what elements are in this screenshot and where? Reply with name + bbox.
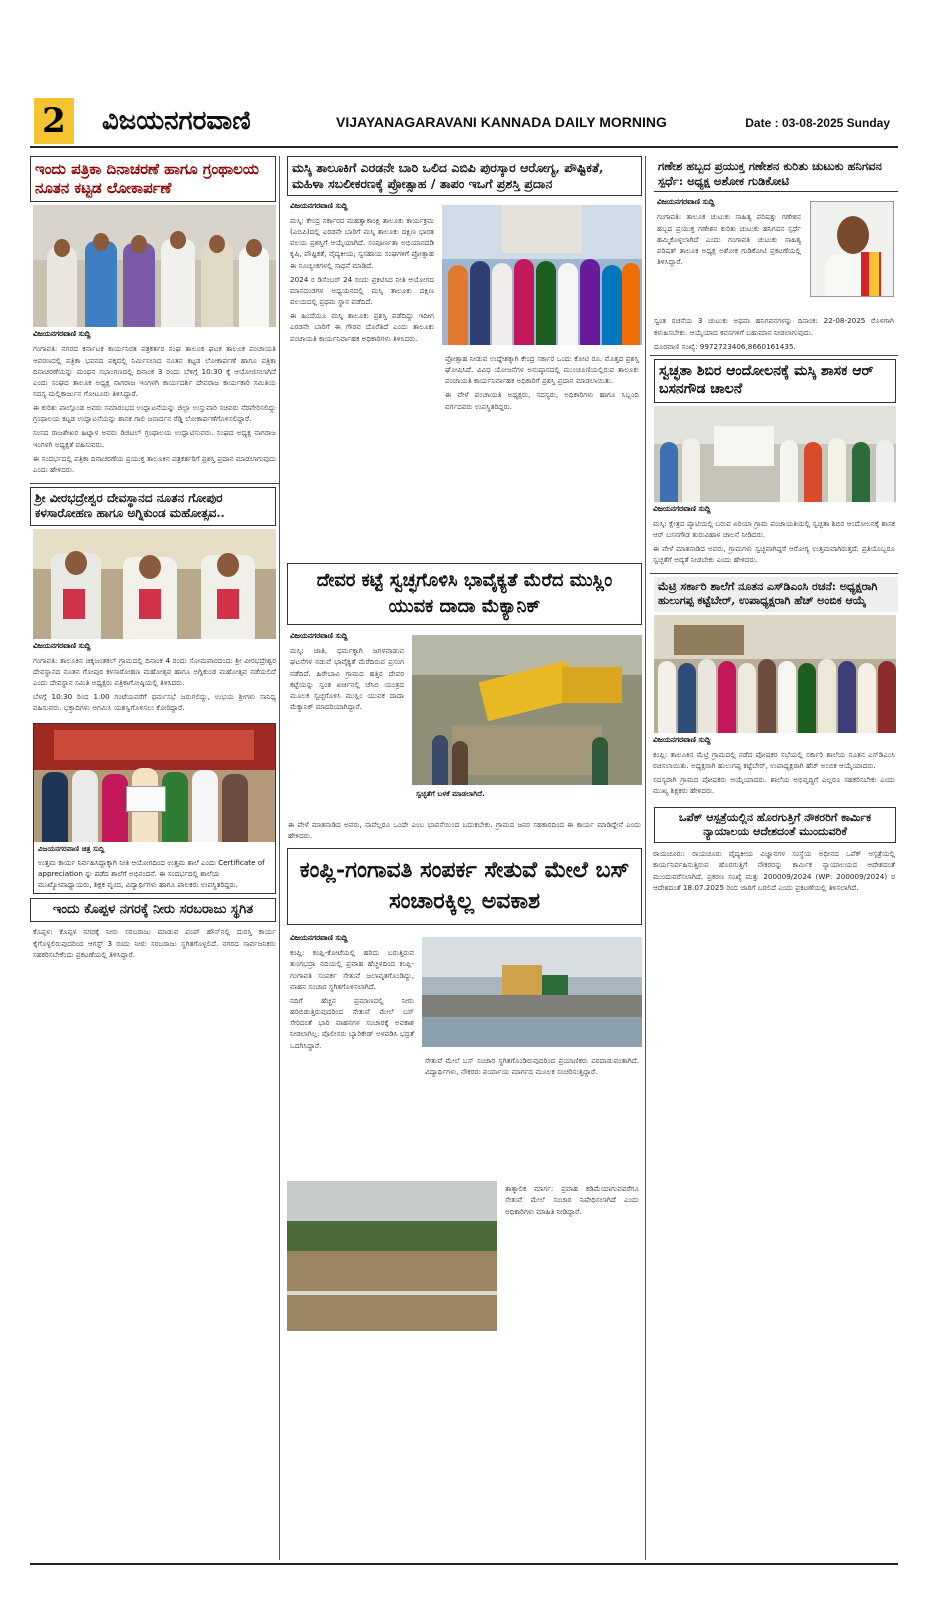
source-credit: ವಿಜಯನಗರವಾಣಿ ಸುದ್ದಿ [290, 201, 348, 210]
headline-cleanliness-drive: ಸ್ವಚ್ಛತಾ ಶಿಬಿರ ಆಂದೋಲನಕ್ಕೆ ಮಸ್ಕಿ ಶಾಸಕ ಆರ್ ಬಸನಗೌಡ ಚಾಲನೆ [654, 359, 896, 403]
issue-date: Date : 03-08-2025 Sunday [745, 116, 890, 130]
column-left [30, 156, 280, 1560]
photo-caption-source: ವಿಜಯನಗರವಾಣಿ ಚಿತ್ರ ಸುದ್ದಿ [38, 843, 105, 853]
photo-abp-award [442, 205, 642, 345]
article-body-kampli-2: ಸೇತುವೆ ಮೇಲೆ ಬಸ್ ಸಂಚಾರ ಸ್ಥಗಿತಗೊಂಡಿರುವುದರಿಂದ ಪ್ರಯಾಣಿಕರು ಪರದಾಡುವಂತಾಗಿದೆ. ವಿದ್ಯಾರ್ಥಿಗಳು, ನೌಕರರು ಪರ್ಯಾಯ ಮಾರ್ಗದ ಮೂಲಕ ಸಂಚರಿಸುತ್ತಿದ್ದಾರೆ. [425, 1056, 639, 1077]
newspaper-title-kannada: ವಿಜಯನಗರವಾಣಿ [102, 106, 251, 136]
column-middle [284, 156, 646, 1560]
article-body-kampli-1: ಕಂಪ್ಲಿ: ಕಂಪ್ಲಿ-ಕೋಟೆಯಲ್ಲಿ ಹರಿದು ಬರುತ್ತಿರುವ ತುಂಗಭದ್ರಾ ನದಿಯಲ್ಲಿ ಪ್ರವಾಹ ಹೆಚ್ಚಳದಿಂದ ಕಂಪ್ಲಿ-ಗಂಗಾವತಿ ಸಂಪರ್ಕ ಸೇತುವೆ ಜಲಾವೃತಗೊಂಡಿದ್ದು, ವಾಹನ ಸಂಚಾರ ಸ್ಥಗಿತಗೊಳಿಸಲಾಗಿದೆ. ನದಿಗೆ ಹೆಚ್ಚಿನ ಪ್ರಮಾಣದಲ್ಲಿ ನೀರು ಹರಿಬಿಡುತ್ತಿರುವುದರಿಂದ ಸೇತುವೆ ಮೇಲೆ ಬಸ್ ಸೇರಿದಂತೆ ಭಾರಿ ವಾಹನಗಳ ಸಂಚಾರಕ್ಕೆ ಅವಕಾಶ ನೀಡಲಾಗಿಲ್ಲ. ಪೊಲೀಸರು ಬ್ಯಾರಿಕೇಡ್ ಅಳವಡಿಸಿ ಭದ್ರತೆ ಒದಗಿಸಿದ್ದಾರೆ. [290, 948, 414, 1050]
article-body-abp-1: ಮಸ್ಕಿ: ಕೇಂದ್ರ ಸರ್ಕಾರದ ಮಹತ್ವಾಕಾಂಕ್ಷಿ ತಾಲೂಕು ಕಾರ್ಯಕ್ರಮ (ಎಬಿಪಿ)ದಲ್ಲಿ ಎರಡನೇ ಬಾರಿಗೆ ಮಸ್ಕಿ ತಾಲೂಕು ದಕ್ಷಿಣ ಭಾರತ ವಲಯ ಪ್ರಶಸ್ತಿಗೆ ಆಯ್ಕೆಯಾಗಿದೆ. ಸಂಪೂರ್ಣತಾ ಅಭಿಯಾನದಡಿ ಕೃಷಿ, ಪೌಷ್ಟಿಕತೆ, ವೈದ್ಯಕೀಯ, ಸ್ವಸಹಾಯ ಸಂಘಗಳಿಗೆ ಪ್ರೋತ್ಸಾಹ ಈ ಸೂಚ್ಯಂಕಗಳಲ್ಲಿ ಸಾಧನೆ ಮಾಡಿದೆ. 2024 ರ ಡಿಸೆಂಬರ್ 24 ರಂದು ಪ್ರಕಟಿಸಿದ ನೀತಿ ಆಯೋಗದ ಮಾನದಂಡಗಳ ಅಧ್ಯಯನದಲ್ಲಿ ಮಸ್ಕಿ ತಾಲೂಕು ದಕ್ಷಿಣ ವಲಯದಲ್ಲಿ ಪ್ರಥಮ ಸ್ಥಾನ ಪಡೆದಿದೆ. ಈ ಹಿಂದೆಯೂ ಮಸ್ಕಿ ತಾಲೂಕು ಪ್ರಶಸ್ತಿ ಪಡೆದಿದ್ದು ಇದೀಗ ಎರಡನೇ ಬಾರಿಗೆ ಈ ಗೌರವ ದೊರೆತಿದೆ ಎಂದು ತಾಲೂಕು ಪಂಚಾಯತಿ ಕಾರ್ಯನಿರ್ವಾಹಕ ಅಧಿಕಾರಿಗಳು ತಿಳಿಸಿದರು. [290, 216, 434, 343]
headline-sdmc-formation: ಮೆಟ್ರಿ ಸರ್ಕಾರಿ ಶಾಲೆಗೆ ನೂತನ ಎಸ್‌ಡಿಎಂಸಿ ರಚನೆ: ಅಧ್ಯಕ್ಷರಾಗಿ ಹುಲುಗಪ್ಪ ಕಟ್ಟೆಬೇರ್, ಉಪಾಧ್ಯಕ್ಷರಾಗಿ ಹೆಚ್ ಅಂಬಿಕ ಆಯ್ಕೆ [654, 577, 898, 611]
headline-abp-award: ಮಸ್ಕಿ ತಾಲೂಕಿಗೆ ಎರಡನೇ ಬಾರಿ ಒಲಿದ ಎಬಿಪಿ ಪುರಸ್ಕಾರ ಆರೋಗ್ಯ, ಪೌಷ್ಟಿಕತೆ, ಮಹಿಳಾ ಸಬಲೀಕರಣಕ್ಕೆ ಪ್ರೋತ್ಸಾಹ / ತಾಪಂ ಇಒಗೆ ಪ್ರಶಸ್ತಿ ಪ್ರದಾನ [287, 156, 642, 196]
headline-press-day: ಇಂದು ಪತ್ರಿಕಾ ದಿನಾಚರಣೆ ಹಾಗೂ ಗ್ರಂಥಾಲಯ ನೂತನ ಕಟ್ಟಡ ಲೋಕಾರ್ಪಣೆ [30, 156, 276, 202]
newspaper-title-english: VIJAYANAGARAVANI KANNADA DAILY MORNING [336, 114, 667, 130]
article-body-dada-1: ಮಸ್ಕಿ: ಜಾತಿ, ಧರ್ಮಕ್ಕಾಗಿ ಜಗಳವಾಡುವ ಘಟನೆಗಳ ನಡುವೆ ಭಾವೈಕ್ಯತೆ ಮೆರೆದಿರುವ ಪ್ರಸಂಗ ನಡೆದಿದೆ. ಹಿರೇಬಾವಿ ಗ್ರಾಮದ ಹತ್ತಿರ ದೇವರ ಕಟ್ಟೆಯನ್ನು ಸ್ವಂತ ಖರ್ಚಿನಲ್ಲಿ ಜೆಸಿಬಿ ಯಂತ್ರದ ಮೂಲಕ ಸ್ವಚ್ಛಗೊಳಿಸಿ ಮುಸ್ಲಿಂ ಯುವಕ ದಾದಾ ಮೆಕ್ಯಾನಿಕ್ ಮಾದರಿಯಾಗಿದ್ದಾರೆ. [290, 646, 404, 711]
photo-caption-text: ಉತ್ತಮ ಕಾರ್ಯ ನಿರ್ವಹಿಸಿದ್ದಾಕ್ಕಾಗಿ ನೀತಿ ಆಯೋಗದಿಂದ ಉತ್ತಮ ಶಾಲೆ ಎಂದು Certificate of appreciation ನ್ನು ಪಡೆದ ಶಾಲೆಗೆ ಅಭಿನಂದನೆ. ಈ ಸಂದರ್ಭದಲ್ಲಿ ಶಾಲೆಯ ಮುಖ್ಯೋಪಾಧ್ಯಾಯರು, ಶಿಕ್ಷಕ ವೃಂದ, ವಿದ್ಯಾರ್ಥಿಗಳು ಹಾಗೂ ಪಾಲಕರು ಉಪಸ್ಥಿತರಿದ್ದರು. [38, 858, 265, 889]
photo-press-day [33, 205, 276, 327]
headline-kampli-bridge: ಕಂಪ್ಲಿ-ಗಂಗಾವತಿ ಸಂಪರ್ಕ ಸೇತುವೆ ಮೇಲೆ ಬಸ್ ಸಂಚಾರಕ್ಕಿಲ್ಲ ಅವಕಾಶ [287, 848, 642, 926]
headline-chutuku-contest: ಗಣೇಶ ಹಬ್ಬದ ಪ್ರಯುಕ್ತ ಗಣೇಶನ ಕುರಿತು ಚುಟುಕು ಹನಿಗವನ ಸ್ಪರ್ಧೆ: ಅಧ್ಯಕ್ಷ ಅಶೋಕ ಗುಡಿಕೋಟಿ [654, 156, 898, 192]
photo-river-overflow [287, 1181, 497, 1331]
page-bottom-rule [30, 1563, 898, 1565]
photo-sdmc-group [654, 615, 896, 733]
article-body-dada-2: ಈ ವೇಳೆ ಮಾತನಾಡಿದ ಅವರು, ನಾವೆಲ್ಲರೂ ಒಂದೇ ಎಂಬ ಭಾವನೆಯಿಂದ ಬದುಕಬೇಕು. ಗ್ರಾಮದ ಜನರ ಸಹಕಾರದಿಂದ ಈ ಕಾರ್ಯ ಮಾಡಿದ್ದೇನೆ ಎಂದು ಹೇಳಿದರು. [288, 820, 641, 841]
article-body-sdmc: ಕಂಪ್ಲಿ: ತಾಲೂಕಿನ ಮೆಟ್ರಿ ಗ್ರಾಮದಲ್ಲಿ ನಡೆದ ಪೋಷಕರ ಸಭೆಯಲ್ಲಿ ಸರ್ಕಾರಿ ಶಾಲೆಯ ನೂತನ ಎಸ್‌ಡಿಎಂಸಿ ರಚಿಸಲಾಯಿತು. ಅಧ್ಯಕ್ಷರಾಗಿ ಹುಲುಗಪ್ಪ ಕಟ್ಟೆಬೇರ್, ಉಪಾಧ್ಯಕ್ಷರಾಗಿ ಹೆಚ್ ಅಂಬಿಕ ಆಯ್ಕೆಯಾದರು. ಸದಸ್ಯರಾಗಿ ಗ್ರಾಮದ ಪೋಷಕರು ಆಯ್ಕೆಯಾದರು. ಶಾಲೆಯ ಅಭಿವೃದ್ಧಿಗೆ ಎಲ್ಲರೂ ಸಹಕರಿಸಬೇಕು ಎಂದು ಮುಖ್ಯ ಶಿಕ್ಷಕರು ಹೇಳಿದರು. [653, 749, 895, 795]
article-body-chutuku-2: ಸ್ವಂತ ರಚನೆಯ 3 ಚುಟುಕು ಅಥವಾ ಹನಿಗವನಗಳನ್ನು ದಿನಾಂಕ: 22-08-2025 ರೊಳಗಾಗಿ ಕಳುಹಿಸಬೇಕು. ಆಯ್ಕೆಯಾದ ಕವನಗಳಿಗೆ ಬಹುಮಾನ ನೀಡಲಾಗುವುದು. ದೂರವಾಣಿ ಸಂಖ್ಯೆ: 9972723406,8660161435. [654, 316, 894, 351]
photo-news-box [33, 723, 276, 894]
source-credit: ವಿಜಯನಗರವಾಣಿ ಸುದ್ದಿ [290, 933, 348, 943]
column-right [650, 156, 898, 1560]
photo-cleanliness-drive [654, 406, 896, 502]
photo-school-award [34, 724, 275, 842]
article-body-opec: ರಾಯಚೂರು: ರಾಯಚೂರು ವೈದ್ಯಕೀಯ ವಿಜ್ಞಾನಗಳ ಸಂಸ್ಥೆಯ ಅಧೀನದ ಒಪೆಕ್ ಆಸ್ಪತ್ರೆಯಲ್ಲಿ ಕಾರ್ಯನಿರ್ವಹಿಸುತ್ತಿರುವ ಹೊರಗುತ್ತಿಗೆ ನೌಕರರನ್ನು ಕಾರ್ಮಿಕ ನ್ಯಾಯಾಲಯದ ಆದೇಶದಂತೆ ಮುಂದುವರೆಸಲಾಗಿದೆ. ಪ್ರಕರಣ ಸಂಖ್ಯೆ ಮತ್ತು 200009/2024 (WP: 200009/2024) ರ ಆದೇಶದಂತೆ 18.07.2025 ರಿಂದ ಜಾರಿಗೆ ಬರಲಿದೆ ಎಂದು ಪ್ರಕಟಣೆಯಲ್ಲಿ ತಿಳಿಸಲಾಗಿದೆ. [653, 849, 895, 892]
photo-temple-event [33, 529, 276, 639]
article-body-temple: ಗಂಗಾವತಿ: ತಾಲೂಕಿನ ಚಿಕ್ಕಜಂತಕಲ್ ಗ್ರಾಮದಲ್ಲಿ ದಿನಾಂಕ 4 ರಂದು ಸೋಮವಾರದಂದು ಶ್ರೀ ವೀರಭದ್ರೇಶ್ವರ ದೇವಸ್ಥಾನದ ನೂತನ ಗೋಪುರ ಕಳಸಾರೋಹಣ ಮಹೋತ್ಸವ ಹಾಗೂ ಅಗ್ನಿಕುಂಡ ಮಹೋತ್ಸವ ನಡೆಯಲಿದೆ ಎಂದು ದೇವಸ್ಥಾನ ಸಮಿತಿ ಅಧ್ಯಕ್ಷರು ಪತ್ರಿಕಾಗೋಷ್ಠಿಯಲ್ಲಿ ತಿಳಿಸಿದರು. ಬೆಳಗ್ಗೆ 10:30 ರಿಂದ 1:00 ಗಂಟೆಯವರೆಗೆ ಧರ್ಮಸಭೆ ಜರುಗಲಿದ್ದು, ಉಭಯ ಶ್ರೀಗಳು ಸಾನಿಧ್ಯ ವಹಿಸುವರು. ಭಕ್ತಾದಿಗಳು ಆಗಮಿಸಿ ಯಶಸ್ವಿಗೊಳಿಸಲು ಕೋರಿದ್ದಾರೆ. [33, 655, 276, 713]
photo-caption-jcb: ಸ್ವಚ್ಛತೆಗೆ ಬಳಕೆ ಮಾಡಲಾಗಿದೆ. [416, 789, 485, 799]
photo-jcb-cleaning [412, 635, 642, 785]
masthead [30, 92, 898, 148]
source-credit: ವಿಜಯನಗರವಾಣಿ ಸುದ್ದಿ [657, 197, 715, 207]
headline-opec-hospital: ಒಪೆಕ್ ಆಸ್ಪತ್ರೆಯಲ್ಲಿನ ಹೊರಗುತ್ತಿಗೆ ನೌಕರರಿಗೆ ಕಾರ್ಮಿಕ ನ್ಯಾಯಾಲಯ ಆದೇಶದಂತೆ ಮುಂದುವರಿಕೆ [654, 807, 896, 843]
page-number: 2 [34, 98, 74, 144]
source-credit: ವಿಜಯನಗರವಾಣಿ ಸುದ್ದಿ [290, 631, 348, 641]
article-body-press-day: ಗಂಗಾವತಿ: ನಗರದ ಕರ್ನಾಟಕ ಕಾರ್ಯನಿರತ ಪತ್ರಕರ್ತರ ಸಂಘ ತಾಲೂಕ ಘಟಕ ತಾಲೂಕ ಪಂಚಾಯತಿ ಆವರಣದಲ್ಲಿ ಪತ್ರಿಕಾ ಭವನದ ಪಕ್ಕದಲ್ಲಿ ನಿರ್ಮಿಸಲಾದ ನೂತನ ಕಟ್ಟಡ ಲೋಕಾರ್ಪಣೆ ಹಾಗೂ ಪತ್ರಿಕಾ ದಿನಾಚರಣೆಯನ್ನು ಮಂಥನ ಸಭಾಂಗಣದಲ್ಲಿ ದಿನಾಂಕ 3 ರಂದು ಬೆಳಿಗ್ಗೆ 10:30 ಕ್ಕೆ ಆಯೋಜಿಸಲಾಗಿದೆ ಎಂದು ಸಂಘದ ತಾಲೂಕ ಅಧ್ಯಕ್ಷ ನಾಗರಾಜ ಇಂಗಳಗಿ ಕಾರ್ಯದರ್ಶಿ ದೇವರಾಜ ಕಾರ್ಯಕಾರಿ ಸಮಿತಿಯ ಸದಸ್ಯ ಮಲ್ಲಿಕಾರ್ಜುನ ಗೋಟೂರು ತಿಳಿಸಿದ್ದಾರೆ. ಈ ಕುರಿತು ಪಾಲ್ಗೊಂಡ ಅವರು ಸಮಾರಂಭದ ಉದ್ಘಾಟನೆಯನ್ನು ಜಿಲ್ಲಾ ಉಸ್ತುವಾರಿ ಸಚಿವರು ನೆರವೇರಿಸಲಿದ್ದು ಗ್ರಂಥಾಲಯ ಕಟ್ಟಡ ಉದ್ಘಾಟನೆಯನ್ನು ಶಾಸಕ ಗಾಲಿ ಜನಾರ್ದನ ರೆಡ್ಡಿ ಲೋಕಾರ್ಪಣೆಗೊಳಿಸಲಿದ್ದಾರೆ. ಸಂಸದ ರಾಜಶೇಖರ ಹಿಟ್ನಾಳ ಅವರು ಡಿಜಿಟಲ್ ಗ್ರಂಥಾಲಯ ಉದ್ಘಾಟಿಸುವರು. ಸಂಘದ ಅಧ್ಯಕ್ಷ ನಾಗರಾಜ ಇಂಗಳಗಿ ಅಧ್ಯಕ್ಷತೆ ವಹಿಸುವರು. ಈ ಸಂದರ್ಭದಲ್ಲಿ ಪತ್ರಿಕಾ ದಿನಾಚರಣೆಯ ಪ್ರಯುಕ್ತ ತಾಲೂಕಿನ ಪತ್ರಕರ್ತರಿಗೆ ಪ್ರಶಸ್ತಿ ಪ್ರದಾನ ಮಾಡಲಾಗುವುದು ಎಂದು ಹೇಳಿದರು. [33, 344, 276, 474]
photo-bridge-flood [422, 937, 642, 1047]
source-credit: ವಿಜಯನಗರವಾಣಿ ಸುದ್ದಿ [653, 503, 711, 513]
headline-veerabhadreshwara: ಶ್ರೀ ವೀರಭದ್ರೇಶ್ವರ ದೇವಸ್ಥಾನದ ನೂತನ ಗೋಪುರ ಕಳಸಾರೋಹಣ ಹಾಗೂ ಅಗ್ನಿಕುಂಡ ಮಹೋತ್ಸವ.. [30, 487, 276, 526]
headline-water-supply: ಇಂದು ಕೊಪ್ಪಳ ನಗರಕ್ಕೆ ನೀರು ಸರಬರಾಜು ಸ್ಥಗಿತ [30, 898, 276, 923]
article-body-abp-2: ಪ್ರೋತ್ಸಾಹ ನೀಡುವ ಉದ್ದೇಶಕ್ಕಾಗಿ ಕೇಂದ್ರ ಸರ್ಕಾರ ಒಂದು ಕೋಟಿ ರೂ. ಮೊತ್ತದ ಪ್ರಶಸ್ತಿ ಘೋಷಿಸಿದೆ. ವಿವಿಧ ಯೋಜನೆಗಳ ಅನುಷ್ಠಾನದಲ್ಲಿ ಮುಂಚೂಣಿಯಲ್ಲಿರುವ ತಾಲೂಕು ಪಂಚಾಯತಿ ಕಾರ್ಯನಿರ್ವಾಹಕ ಅಧಿಕಾರಿಗೆ ಪ್ರಶಸ್ತಿ ಪ್ರದಾನ ಮಾಡಲಾಯಿತು. ಈ ವೇಳೆ ಪಂಚಾಯತಿ ಅಧ್ಯಕ್ಷರು, ಸದಸ್ಯರು, ಅಧಿಕಾರಿಗಳು ಹಾಗೂ ಸಿಬ್ಬಂದಿ ವರ್ಗದವರು ಉಪಸ್ಥಿತರಿದ್ದರು. [445, 354, 639, 411]
article-body-kampli-3: ತಾತ್ಕಾಲಿಕ ಮಾರ್ಗ: ಪ್ರವಾಹ ಕಡಿಮೆಯಾಗುವವರೆಗೂ ಸೇತುವೆ ಮೇಲೆ ಸಂಚಾರ ನಿಷೇಧಿಸಲಾಗಿದೆ ಎಂದು ಅಧಿಕಾರಿಗಳು ಮಾಹಿತಿ ನೀಡಿದ್ದಾರೆ. [505, 1184, 639, 1216]
photo-portrait-ashoka [810, 201, 894, 297]
source-credit: ವಿಜಯನಗರವಾಣಿ ಸುದ್ದಿ [653, 734, 711, 744]
source-credit: ವಿಜಯನಗರವಾಣಿ ಸುದ್ದಿ [33, 329, 91, 339]
headline-dada-mechanic: ದೇವರ ಕಟ್ಟೆ ಸ್ವಚ್ಛಗೊಳಿಸಿ ಭಾವೈಕ್ಯತೆ ಮೆರೆದ ಮುಸ್ಲಿಂ ಯುವಕ ದಾದಾ ಮೆಕ್ಯಾನಿಕ್ [287, 563, 642, 625]
article-body-water: ಕೊಪ್ಪಳ: ಕೊಪ್ಪಳ ನಗರಕ್ಕೆ ನೀರು ಸರಬರಾಜು ಮಾಡುವ ಪಂಪ್ ಹೌಸ್‌ನಲ್ಲಿ ದುರಸ್ತಿ ಕಾರ್ಯ ಕೈಗೊಳ್ಳಲಿರುವುದರಿಂದ ಆಗಸ್ಟ್ 3 ರಂದು ನೀರು ಸರಬರಾಜು ಸ್ಥಗಿತಗೊಳ್ಳಲಿದೆ. ನಗರದ ಸಾರ್ವಜನಿಕರು ಸಹಕರಿಸಬೇಕೆಂದು ಪ್ರಕಟಣೆಯಲ್ಲಿ ತಿಳಿಸಿದ್ದಾರೆ. [33, 927, 276, 959]
source-credit: ವಿಜಯನಗರವಾಣಿ ಸುದ್ದಿ [33, 640, 91, 650]
article-body-chutuku-1: ಗಂಗಾವತಿ: ತಾಲೂಕ ಚುಟುಕು ಸಾಹಿತ್ಯ ಪರಿಷತ್ತು ಗಣೇಶನ ಹಬ್ಬದ ಪ್ರಯುಕ್ತ ಗಣೇಶನ ಕುರಿತು ಚುಟುಕು ಹನಿಗವನ ಸ್ಪರ್ಧೆ ಹಮ್ಮಿಕೊಳ್ಳಲಾಗಿದೆ ಎಂದು ಗಂಗಾವತಿ ಚುಟುಕು ಸಾಹಿತ್ಯ ಪರಿಷತ್ ತಾಲೂಕ ಅಧ್ಯಕ್ಷ ಅಶೋಕ ಗುಡಿಕೋಟಿ ಪ್ರಕಟಣೆಯಲ್ಲಿ ತಿಳಿಸಿದ್ದಾರೆ. [657, 212, 801, 267]
article-body-cleanliness: ಮಸ್ಕಿ: ಕ್ಷೇತ್ರದ ಪ್ಯಾಟಿಯಲ್ಲಿ ಬರುವ ಏರಿಯಾ ಗ್ರಾಮ ಪಂಚಾಯತಿಯಲ್ಲಿ ಸ್ವಚ್ಛತಾ ಶಿಬಿರ ಆಂದೋಲನಕ್ಕೆ ಶಾಸಕ ಆರ್ ಬಸನಗೌಡ ತುರುವಿಹಾಳ ಚಾಲನೆ ನೀಡಿದರು. ಈ ವೇಳೆ ಮಾತನಾಡಿದ ಅವರು, ಗ್ರಾಮಗಳು ಸ್ವಚ್ಛವಾಗಿದ್ದರೆ ಆರೋಗ್ಯ ಉತ್ತಮವಾಗಿರುತ್ತದೆ. ಪ್ರತಿಯೊಬ್ಬರೂ ಸ್ವಚ್ಛತೆಗೆ ಆದ್ಯತೆ ನೀಡಬೇಕು ಎಂದು ಹೇಳಿದರು. [653, 518, 895, 565]
